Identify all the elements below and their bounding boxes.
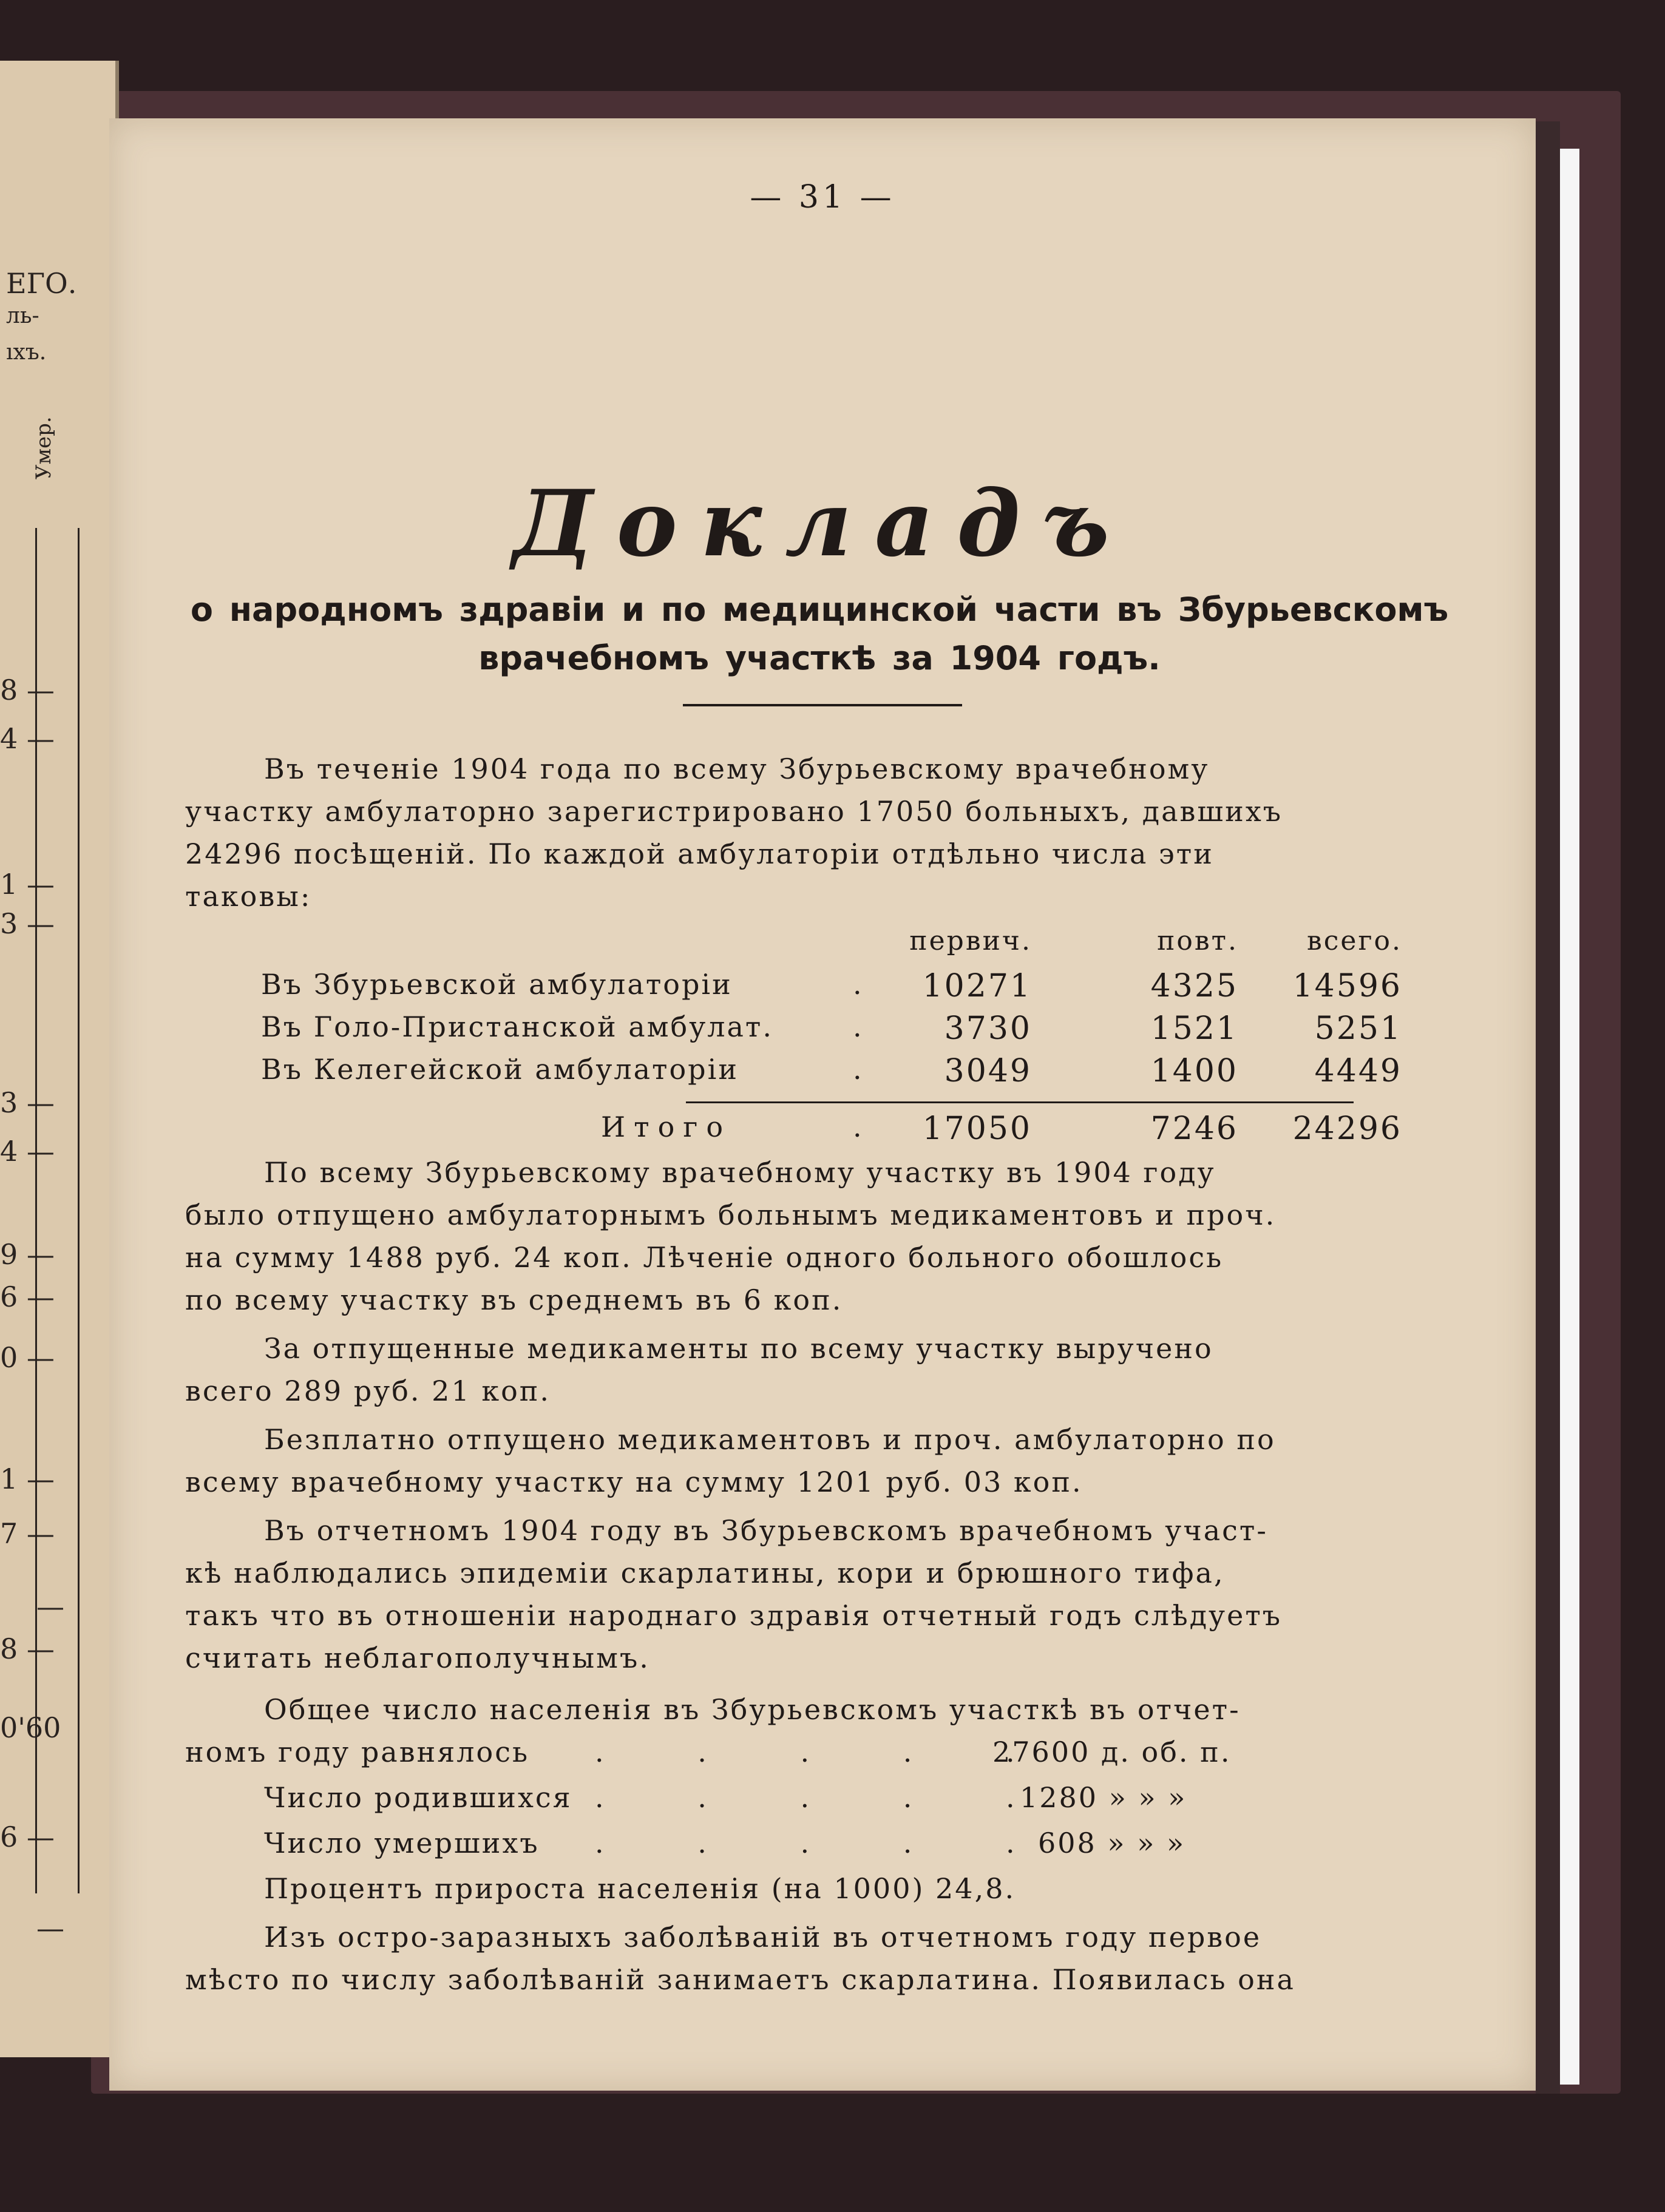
table-rule — [78, 528, 80, 1893]
left-fragment-number: 1 — — [0, 868, 55, 901]
row-total: 4449 — [1314, 1053, 1402, 1089]
left-column-header: Умер. — [32, 416, 56, 479]
dot-leader: . . . . . — [595, 1781, 1057, 1814]
text-line: всего 289 руб. 21 коп. — [185, 1375, 551, 1407]
text-line: было отпущено амбулаторнымъ больнымъ медикаментовъ и проч. — [185, 1199, 1277, 1231]
text-line: Процентъ прироста населенія (на 1000) 24,8. — [264, 1872, 1016, 1905]
document-subtitle — [182, 586, 1457, 683]
births-value: 1280 » » » — [1020, 1781, 1187, 1814]
text-line: по всему участку въ среднемъ въ 6 коп. — [185, 1284, 843, 1316]
text-line: Въ отчетномъ 1904 году въ Збурьевскомъ врачебномъ участ- — [264, 1514, 1268, 1547]
dot-leader: . . . . . — [595, 1736, 1057, 1768]
dot-leader: . . . . . — [595, 1827, 1057, 1859]
text-line: такъ что въ отношеніи народнаго здравія отчетный годъ слѣдуетъ — [185, 1599, 1283, 1632]
total-label: Итого — [601, 1111, 732, 1143]
text-line: За отпущенные медикаменты по всему участку выручено — [264, 1332, 1213, 1365]
table-header-row — [261, 925, 1402, 968]
left-fragment-number: 0 — — [0, 1341, 55, 1374]
row-leader: . — [853, 968, 864, 1001]
row-name: Въ Збурьевской амбулаторіи — [261, 968, 733, 1001]
left-fragment-number: 4 — — [0, 722, 55, 755]
text-line: По всему Збурьевскому врачебному участку въ 1904 году — [264, 1156, 1216, 1189]
text-line: 24296 посѣщеній. По каждой амбулаторіи отдѣльно числа эти — [185, 837, 1214, 870]
text-line: таковы: — [185, 880, 312, 913]
text-line: Изъ остро-заразныхъ заболѣваній въ отчетномъ году первое — [264, 1921, 1262, 1953]
left-fragment-number: 0'60 — [0, 1711, 61, 1744]
left-fragment-text: ЕГО. — [6, 267, 77, 300]
title-rule — [683, 704, 962, 706]
row-primary: 3730 — [944, 1010, 1032, 1047]
subtitle-line: врачебномъ участкѣ за 1904 годъ. — [478, 639, 1161, 677]
total-repeat: 7246 — [1150, 1111, 1238, 1147]
row-primary: 10271 — [922, 968, 1032, 1004]
row-repeat: 4325 — [1150, 968, 1238, 1004]
left-fragment-number: 9 — — [0, 1238, 55, 1271]
left-fragment-number: 7 — — [0, 1517, 55, 1550]
table-row — [261, 968, 1402, 1010]
subtitle-line: о народномъ здравіи и по медицинской части въ Збурьевскомъ — [190, 590, 1449, 629]
text-line: считать неблагополучнымъ. — [185, 1642, 650, 1674]
row-name: Въ Голо-Пристанской амбулат. — [261, 1010, 773, 1043]
column-header-repeat: повт. — [1157, 925, 1238, 956]
table-total-row — [261, 1111, 1402, 1153]
text-line: Общее число населенія въ Збурьевскомъ участкѣ въ отчет- — [264, 1693, 1241, 1726]
left-fragment-number: 8 — — [0, 674, 55, 706]
deaths-value: 608 » » » — [1038, 1827, 1186, 1859]
page-edge-highlight — [1560, 149, 1579, 2085]
text-line: Въ теченіе 1904 года по всему Збурьевскому врачебному — [264, 753, 1210, 785]
row-leader: . — [853, 1111, 864, 1143]
births-label: Число родившихся — [264, 1781, 572, 1814]
text-line: мѣсто по числу заболѣваній занимаетъ скарлатина. Появилась она — [185, 1963, 1295, 1996]
column-header-total: всего. — [1307, 925, 1402, 956]
text-line: на сумму 1488 руб. 24 коп. Лѣченіе одного больного обошлось — [185, 1241, 1224, 1274]
table-row — [261, 1053, 1402, 1095]
left-fragment-number: 6 — — [0, 1821, 55, 1853]
table-total-rule — [686, 1101, 1354, 1103]
page-number: — 31 — — [750, 179, 895, 215]
left-fragment-number: 3 — — [0, 907, 55, 940]
row-repeat: 1521 — [1150, 1010, 1238, 1047]
column-header-primary: первич. — [909, 925, 1032, 956]
total-total: 24296 — [1292, 1111, 1402, 1147]
population-label: номъ году равнялось — [185, 1736, 529, 1768]
population-value: 27600 д. об. п. — [992, 1736, 1232, 1768]
document-page — [109, 118, 1536, 2091]
text-line: Безплатно отпущено медикаментовъ и проч. амбулаторно по — [264, 1423, 1276, 1456]
text-line: участку амбулаторно зарегистрировано 17050 больныхъ, давшихъ — [185, 795, 1283, 828]
text-line: кѣ наблюдались эпидеміи скарлатины, кори и брюшного тифа, — [185, 1557, 1225, 1589]
row-name: Въ Келегейской амбулаторіи — [261, 1053, 739, 1086]
left-fragment-number: 8 — — [0, 1632, 55, 1665]
row-leader: . — [853, 1053, 864, 1086]
left-fragment-number: — — [36, 1912, 64, 1944]
left-fragment-number: — — [36, 1590, 64, 1623]
left-fragment-number: 6 — — [0, 1280, 55, 1313]
document-title: Докладъ — [512, 470, 1133, 577]
text-line: всему врачебному участку на сумму 1201 руб. 03 коп. — [185, 1466, 1083, 1498]
row-primary: 3049 — [944, 1053, 1032, 1089]
total-primary: 17050 — [922, 1111, 1032, 1147]
deaths-label: Число умершихъ — [264, 1827, 540, 1859]
row-total: 5251 — [1314, 1010, 1402, 1047]
row-total: 14596 — [1292, 968, 1402, 1004]
page-edge — [1536, 121, 1560, 2094]
row-repeat: 1400 — [1150, 1053, 1238, 1089]
left-fragment-text: ıхъ. — [6, 340, 47, 365]
left-page-fragment — [0, 61, 119, 2057]
left-fragment-text: ль- — [6, 303, 39, 328]
row-leader: . — [853, 1010, 864, 1043]
left-fragment-number: 4 — — [0, 1135, 55, 1168]
left-fragment-number: 1 — — [0, 1463, 55, 1495]
left-fragment-number: 3 — — [0, 1086, 55, 1119]
table-row — [261, 1010, 1402, 1053]
